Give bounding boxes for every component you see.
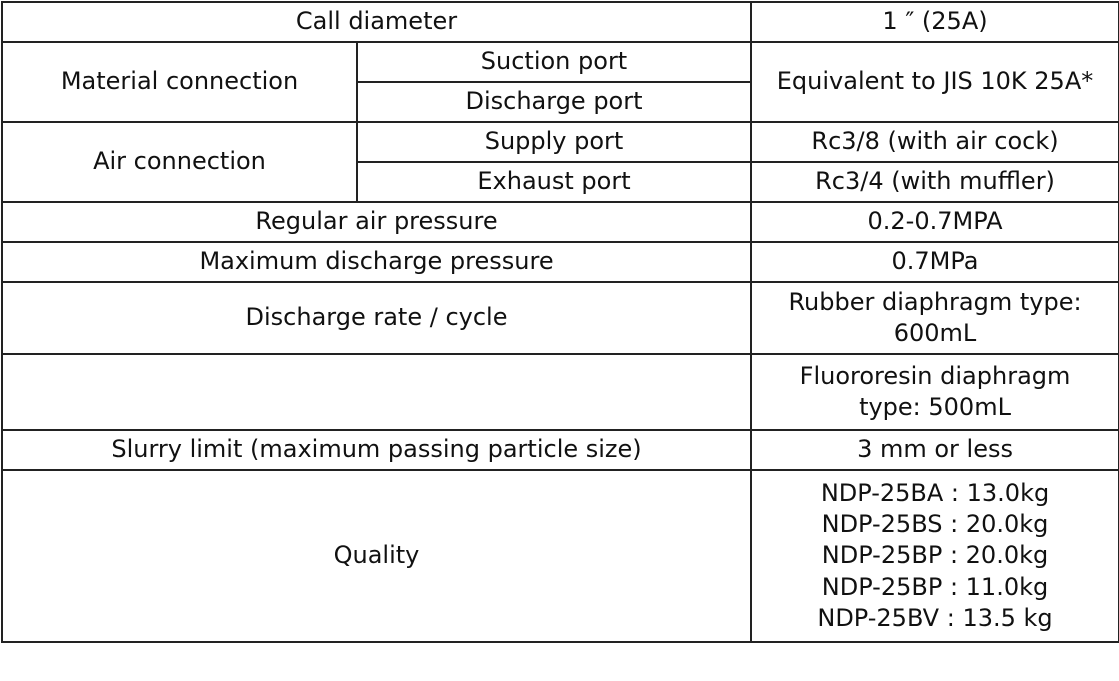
rubber-diaphragm-line-2: 600mL [893,319,977,347]
call-diameter-label: Call diameter [2,2,751,42]
exhaust-port-value: Rc3/4 (with muffler) [751,162,1119,202]
weight-ndp-25bs: NDP-25BS : 20.0kg [821,510,1049,539]
regular-air-pressure-label: Regular air pressure [2,202,751,242]
material-connection-label: Material connection [2,42,357,122]
discharge-port-label: Discharge port [357,82,751,122]
rubber-diaphragm-line-1: Rubber diaphragm type: [788,287,1082,316]
rubber-diaphragm-value [751,282,1119,354]
quality-label: Quality [2,470,751,642]
table-row-supply-port [2,122,1119,162]
quality-weights [751,470,1119,642]
table-row-call-diameter [2,2,1119,42]
table-row-slurry-limit [2,430,1119,470]
weight-ndp-25bv: NDP-25BV : 13.5 kg [817,603,1053,632]
weight-ndp-25bp-alt: NDP-25BP : 11.0kg [821,572,1049,601]
maximum-discharge-pressure-label: Maximum discharge pressure [2,242,751,282]
table-row-suction-port [2,42,1119,82]
maximum-discharge-pressure-value: 0.7MPa [751,242,1119,282]
slurry-limit-label: Slurry limit (maximum passing particle size) [2,430,751,470]
fluororesin-diaphragm-line-2: type: 500mL [859,393,1011,421]
supply-port-value: Rc3/8 (with air cock) [751,122,1119,162]
weight-ndp-25ba: NDP-25BA : 13.0kg [820,479,1050,508]
weight-ndp-25bp: NDP-25BP : 20.0kg [821,541,1049,570]
fluororesin-diaphragm-line-1: Fluororesin diaphragm [799,361,1071,390]
supply-port-label: Supply port [357,122,751,162]
slurry-limit-value: 3 mm or less [751,430,1119,470]
table-row-quality [2,470,1119,642]
table-row-maximum-discharge-pressure [2,242,1119,282]
empty-cell [2,354,751,430]
regular-air-pressure-value: 0.2-0.7MPA [751,202,1119,242]
call-diameter-value: 1 ″ (25A) [751,2,1119,42]
exhaust-port-label: Exhaust port [357,162,751,202]
fluororesin-diaphragm-value [751,354,1119,430]
table-row-regular-air-pressure [2,202,1119,242]
suction-port-label: Suction port [357,42,751,82]
specification-table [1,1,1119,643]
air-connection-label: Air connection [2,122,357,202]
table-row-fluororesin-diaphragm [2,354,1119,430]
table-row-discharge-rate [2,282,1119,354]
discharge-rate-label: Discharge rate / cycle [2,282,751,354]
material-connection-value: Equivalent to JIS 10K 25A* [751,42,1119,122]
